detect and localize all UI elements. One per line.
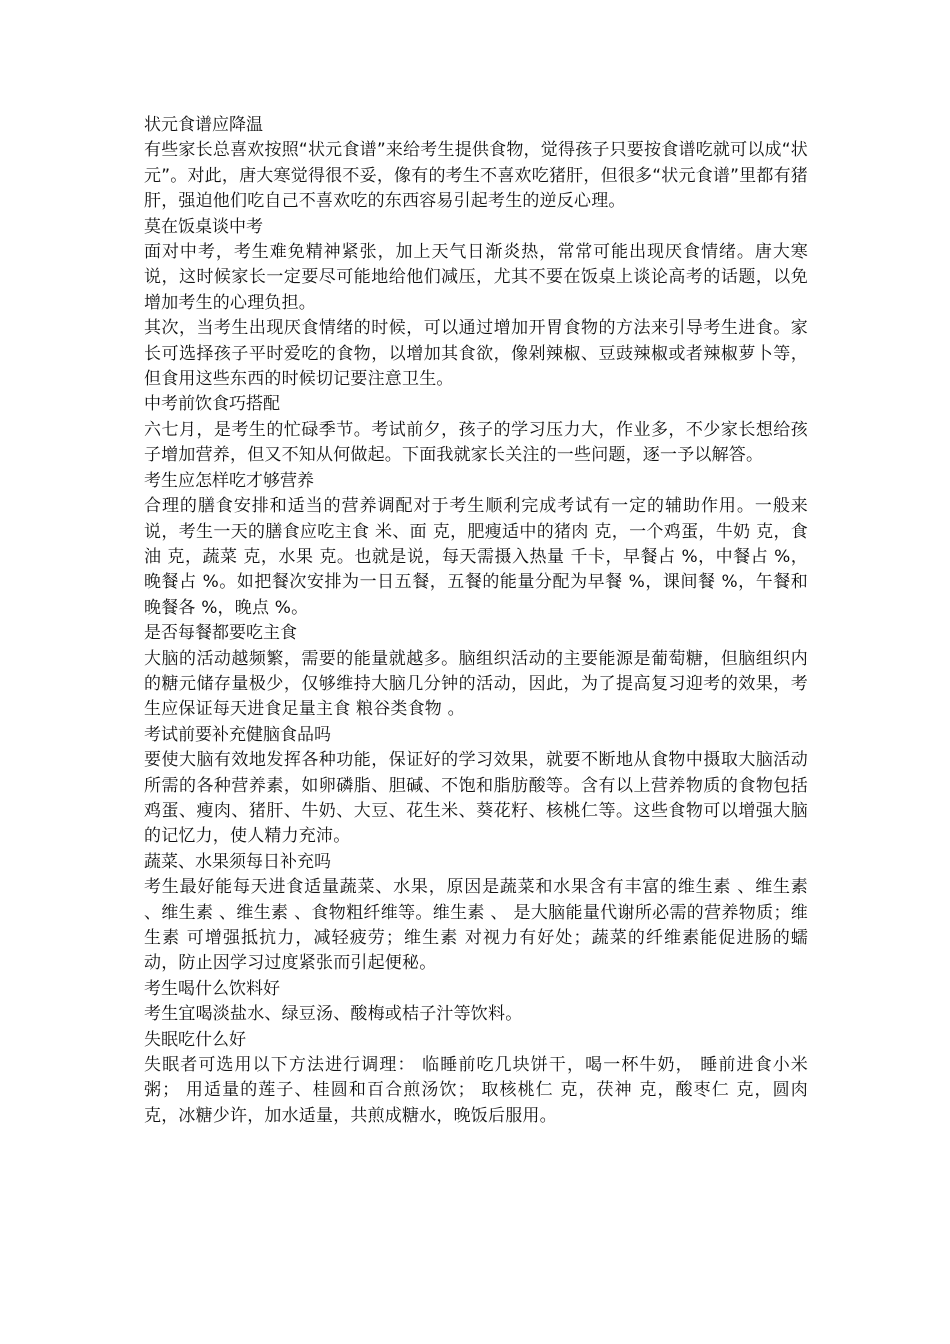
heading-pre-exam-diet: 中考前饮食巧搭配 bbox=[144, 394, 280, 415]
para-zhuangyuan-recipe: 有些家长总喜欢按照“状元食谱”来给考生提供食物，觉得孩子只要按食谱吃就可以成“状元”。对此，唐大寒觉得很不妥，像有的考生不喜欢吃猪肝，但很多“状元食谱”里都有猪肝，强迫他们吃自己不喜欢吃的东西容易引起考生的逆反心理。 bbox=[144, 140, 808, 212]
heading-insomnia: 失眠吃什么好 bbox=[144, 1029, 246, 1050]
para-staple-food: 大脑的活动越频繁，需要的能量就越多。脑组织活动的主要能源是葡萄糖，但脑组织内的糖元储存量极少，仅够维持大脑几分钟的活动，因此，为了提高复习迎考的效果，考生应保证每天进食足量主食 粮谷类食物 。 bbox=[144, 648, 808, 720]
heading-dinner-table: 莫在饭桌谈中考 bbox=[144, 216, 263, 237]
para-dinner-table-1: 面对中考，考生难免精神紧张，加上天气日渐炎热，常常可能出现厌食情绪。唐大寒说，这时候家长一定要尽可能地给他们减压，尤其不要在饭桌上谈论高考的话题，以免增加考生的心理负担。 bbox=[144, 242, 808, 313]
para-fruit-vegetables: 考生最好能每天进食适量蔬菜、水果，原因是蔬菜和水果含有丰富的维生素 、维生素 、维生素 、维生素 、食物粗纤维等。维生素 、 是大脑能量代谢所必需的营养物质；维生素 可增强抵抗力，减轻疲劳；维生素 对视力有好处；蔬菜的纤维素能促进肠的蠕动，防止因学习过度紧张而引起便秘。 bbox=[144, 877, 808, 974]
para-pre-exam-diet: 六七月，是考生的忙碌季节。考试前夕，孩子的学习压力大，作业多，不少家长想给孩子增加营养，但又不知从何做起。下面我就家长关注的一些问题，逐一予以解答。 bbox=[144, 419, 808, 466]
heading-brain-food: 考试前要补充健脑食品吗 bbox=[144, 724, 331, 745]
para-brain-food: 要使大脑有效地发挥各种功能，保证好的学习效果，就要不断地从食物中摄取大脑活动所需的各种营养素，如卵磷脂、胆碱、不饱和脂肪酸等。含有以上营养物质的食物包括鸡蛋、瘦肉、猪肝、牛奶、大豆、花生米、葵花籽、核桃仁等。这些食物可以增强大脑的记忆力，使人精力充沛。 bbox=[144, 750, 808, 847]
heading-zhuangyuan-recipe: 状元食谱应降温 bbox=[144, 115, 263, 135]
heading-nutrition: 考生应怎样吃才够营养 bbox=[144, 470, 314, 491]
para-insomnia: 失眠者可选用以下方法进行调理： 临睡前吃几块饼干，喝一杯牛奶， 睡前进食小米粥； 用适量的莲子、桂圆和百合煎汤饮； 取核桃仁 克，茯神 克，酸枣仁 克，圆肉 克，冰糖少许，加水适量，共煎成糖水，晚饭后服用。 bbox=[144, 1055, 808, 1126]
heading-staple-food: 是否每餐都要吃主食 bbox=[144, 623, 297, 644]
para-drinks: 考生宜喝淡盐水、绿豆汤、酸梅或桔子汁等饮料。 bbox=[144, 1004, 523, 1025]
heading-fruit-vegetables: 蔬菜、水果须每日补充吗 bbox=[144, 851, 331, 872]
para-dinner-table-2: 其次，当考生出现厌食情绪的时候，可以通过增加开胃食物的方法来引导考生进食。家长可选择孩子平时爱吃的食物，以增加其食欲，像剁辣椒、豆豉辣椒或者辣椒萝卜等，但食用这些东西的时候切记要注意卫生。 bbox=[144, 318, 808, 390]
document-page bbox=[144, 113, 808, 1129]
heading-drinks: 考生喝什么饮料好 bbox=[144, 978, 280, 999]
para-nutrition: 合理的膳食安排和适当的营养调配对于考生顺利完成考试有一定的辅助作用。一般来说，考生一天的膳食应吃主食 米、面 克，肥瘦适中的猪肉 克，一个鸡蛋，牛奶 克，食油 克，蔬菜 克，水果 克。也就是说，每天需摄入热量 千卡，早餐占 %，中餐占 %，晚餐占 %。如把餐次安排为一日五餐，五餐的能量分配为早餐 %，课间餐 %，午餐和晚餐各 %，晚点 %。 bbox=[144, 496, 808, 618]
